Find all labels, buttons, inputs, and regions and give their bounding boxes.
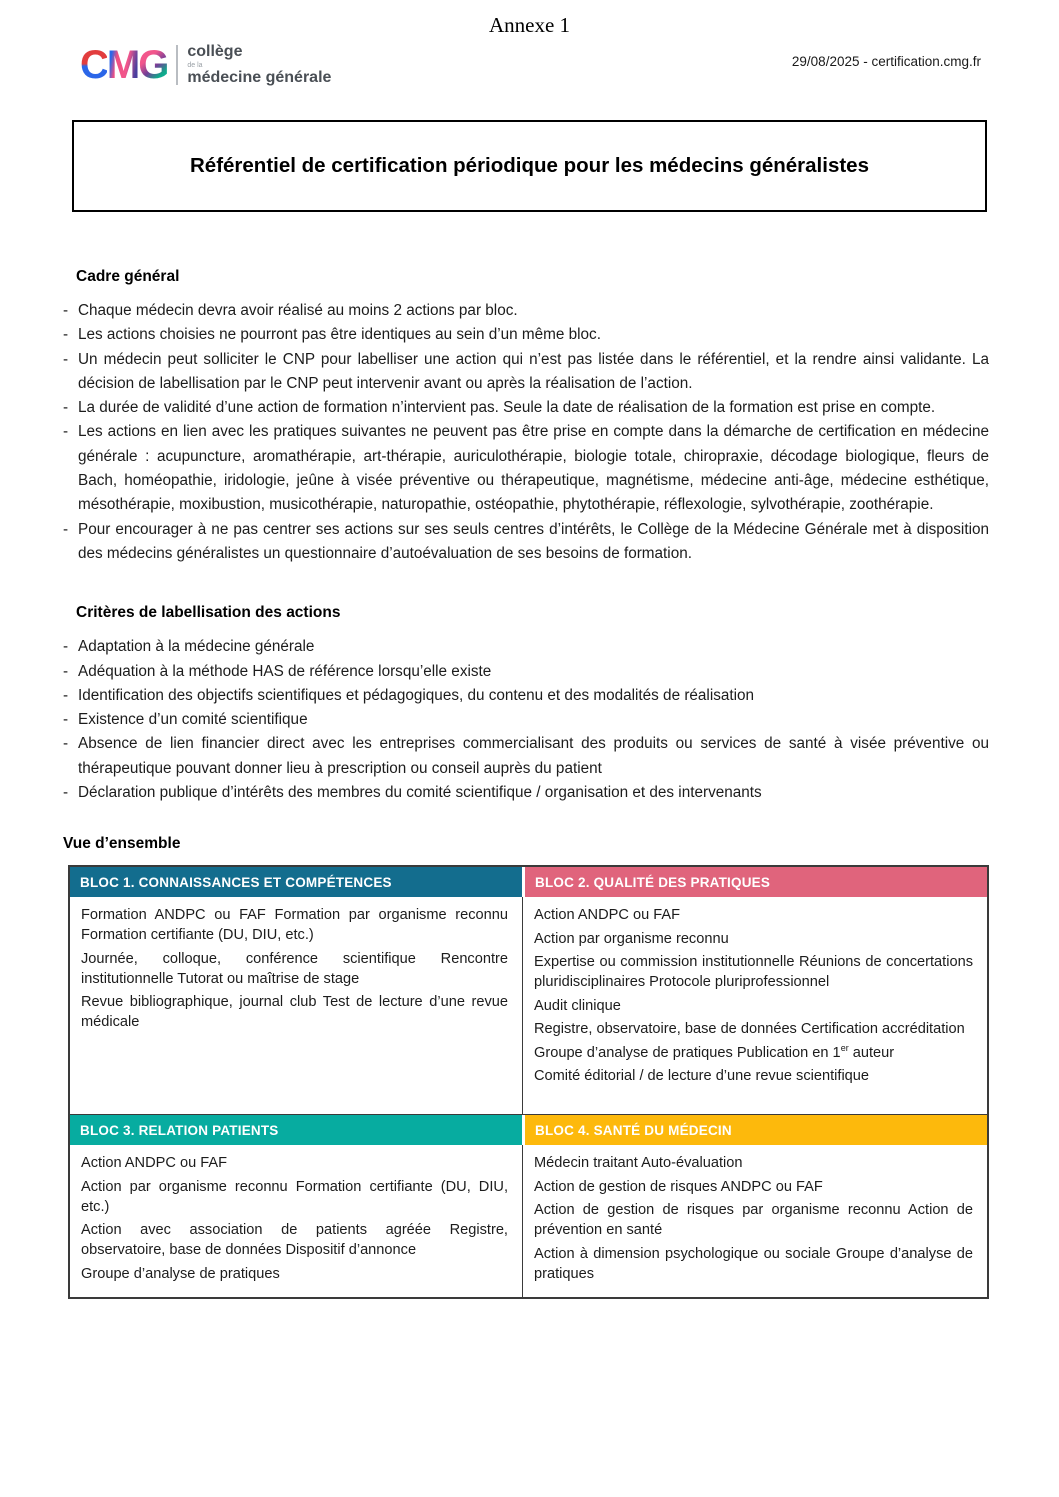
bloc2-item: Expertise ou commission institutionnelle Réunions de concertations pluridisciplinaires Protocole pluriprofessionnel <box>534 954 973 991</box>
bloc2-item: Action par organisme reconnu <box>534 930 729 947</box>
logo-divider <box>176 45 178 85</box>
logo-wordmark <box>187 44 331 86</box>
bullet-item: - Pour encourager à ne pas centrer ses actions sur ses seuls centres d’intérêts, le Collège de la Médecine Générale met à disposition des médecins généralistes un questionnaire d’autoévaluation de ses besoins de formation. <box>63 518 989 567</box>
bloc2-item: Comité éditorial / de lecture d’une revue scientifique <box>534 1068 870 1085</box>
bloc2-item: Action ANDPC ou FAF <box>534 907 680 924</box>
bloc4-item: Action de gestion de risques par organisme reconnu Action de prévention en santé <box>534 1202 973 1239</box>
bullet-item: - Adaptation à la médecine générale <box>63 635 989 659</box>
superscript-er: er <box>840 1042 849 1053</box>
title-box <box>72 120 987 212</box>
bloc2-item: Audit clinique <box>534 997 621 1014</box>
bullet-item: - La durée de validité d’une action de formation n’intervient pas. Seule la date de réalisation de la formation est prise en compte. <box>63 396 989 420</box>
bloc1-item: Revue bibliographique, journal club Test de lecture d’une revue médicale <box>81 994 508 1031</box>
bloc4-item: Action à dimension psychologique ou sociale Groupe d’analyse de pratiques <box>534 1245 973 1282</box>
bloc4-item: Médecin traitant Auto-évaluation <box>534 1155 743 1172</box>
bloc3-item: Action avec association de patients agréée Registre, observatoire, base de données Dispositif d’annonce <box>81 1222 508 1259</box>
logo-letter-m: M <box>106 43 139 87</box>
cmg-logo <box>80 44 331 86</box>
bullet-item: - Déclaration publique d’intérêts des membres du comité scientifique / organisation et des intervenants <box>63 781 989 805</box>
logo-line-college: collège <box>187 43 243 60</box>
bloc3-item: Action ANDPC ou FAF <box>81 1155 227 1172</box>
bloc1-header: BLOC 1. CONNAISSANCES ET COMPÉTENCES <box>70 867 522 897</box>
bullet-item: - Les actions en lien avec les pratiques suivantes ne peuvent pas être prise en compte dans la démarche de certification en médecine générale : acupuncture, aromathérapie, art-thérapie, auriculothérapie, biologie totale, chiropraxie, décodage biologique, fleurs de Bach, homéopathie, iridologie, jeûne à visée préventive ou thérapeutique, magnétisme, médecine anti-âge, médecine esthétique, mésothérapie, moxibustion, musicothérapie, naturopathie, ostéopathie, phytothérapie, réflexologie, sylvothérapie, zoothérapie. <box>63 420 989 517</box>
overview-heading: Vue d’ensemble <box>63 835 181 853</box>
document-title: Référentiel de certification périodique pour les médecins généralistes <box>190 154 869 177</box>
bloc1-cell <box>70 897 522 1115</box>
section-heading-cadre-general: Cadre général <box>76 268 180 285</box>
page-header <box>80 44 981 86</box>
bloc4-header: BLOC 4. SANTÉ DU MÉDECIN <box>522 1115 987 1145</box>
bullet-item: - Identification des objectifs scientifiques et pédagogiques, du contenu et des modalités de réalisation <box>63 684 989 708</box>
bloc3-item: Action par organisme reconnu Formation certifiante (DU, DIU, etc.) <box>81 1178 508 1215</box>
bloc1-item: Formation ANDPC ou FAF Formation par organisme reconnu Formation certifiante (DU, DIU, etc.) <box>81 907 508 944</box>
bullet-item: - Chaque médecin devra avoir réalisé au moins 2 actions par bloc. <box>63 299 989 323</box>
bloc2-cell <box>522 897 987 1115</box>
cadre-general-bullet-list <box>63 299 989 566</box>
logo-line-medecine: médecine générale <box>187 69 332 86</box>
bullet-item: - Existence d’un comité scientifique <box>63 708 989 732</box>
section-heading-criteres: Critères de labellisation des actions <box>76 604 341 622</box>
bloc4-item: Action de gestion de risques ANDPC ou FAF <box>534 1178 823 1195</box>
criteres-bullet-list <box>63 635 989 805</box>
logo-letter-g: G <box>138 43 168 87</box>
logo-line-dela: de la <box>187 62 203 69</box>
date-and-site-label: 29/08/2025 - certification.cmg.fr <box>791 54 981 69</box>
bloc1-item: Journée, colloque, conférence scientifique Rencontre institutionnelle Tutorat ou maîtrise de stage <box>81 950 508 987</box>
bloc2-item-with-superscript: Groupe d’analyse de pratiques Publication en 1er auteur <box>534 1042 895 1061</box>
annex-label: Annexe 1 <box>488 13 571 37</box>
bullet-item: - Absence de lien financier direct avec les entreprises commercialisant des produits ou services de santé à visée préventive ou thérapeutique pouvant donner lieu à prescription ou conseil auprès du patient <box>63 732 989 781</box>
bloc2-header: BLOC 2. QUALITÉ DES PRATIQUES <box>522 867 987 897</box>
bloc4-cell <box>522 1145 987 1297</box>
bloc2-item: Registre, observatoire, base de données Certification accréditation <box>534 1021 965 1038</box>
bullet-item: - Les actions choisies ne pourront pas être identiques au sein d’un même bloc. <box>63 323 989 347</box>
overview-table <box>68 865 989 1299</box>
cmg-logo-acronym <box>80 45 167 85</box>
bloc3-cell <box>70 1145 522 1297</box>
logo-letter-c: C <box>80 43 107 87</box>
bullet-item: - Un médecin peut solliciter le CNP pour labelliser une action qui n’est pas listée dans le référentiel, et la rendre ainsi validante. La décision de labellisation par le CNP peut intervenir avant ou après la réalisation de l’action. <box>63 348 989 397</box>
bloc3-item: Groupe d’analyse de pratiques <box>81 1265 280 1282</box>
bloc3-header: BLOC 3. RELATION PATIENTS <box>70 1115 522 1145</box>
bullet-item: - Adéquation à la méthode HAS de référence lorsqu’elle existe <box>63 660 989 684</box>
